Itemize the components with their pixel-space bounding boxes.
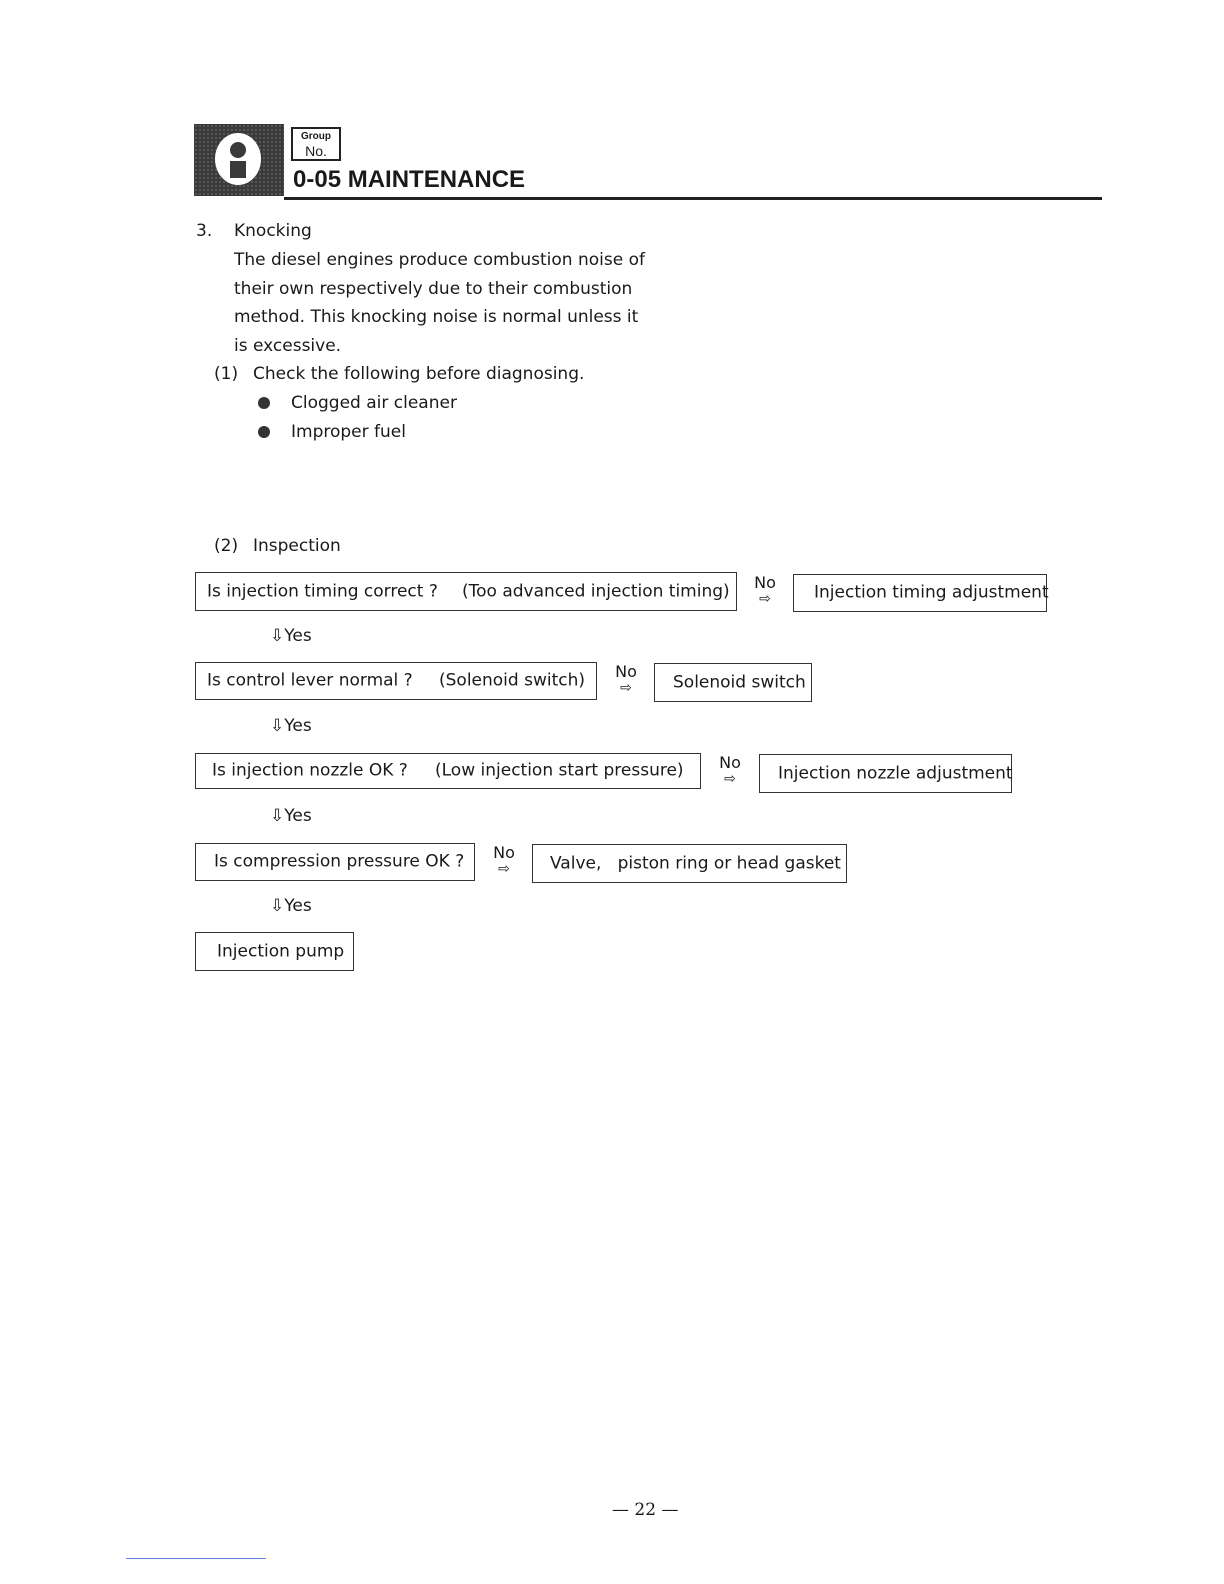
inspection-text: Inspection — [253, 536, 341, 556]
yes-label: Yes — [284, 806, 312, 826]
flow-question: Is control lever normal ? — [207, 670, 413, 691]
no-label: No — [493, 843, 515, 862]
flow-final-box — [195, 932, 354, 971]
no-branch — [491, 845, 517, 876]
paragraph-line: their own respectively due to their combustion — [234, 279, 633, 299]
check-number: (1) — [214, 364, 239, 384]
page-number: — 22 — — [612, 1500, 679, 1520]
yes-label: Yes — [284, 626, 312, 646]
info-icon — [194, 124, 284, 196]
yes-branch — [270, 896, 312, 916]
flow-question: Is injection timing correct ? — [207, 581, 438, 601]
flow-action: Valve, piston ring or head gasket — [550, 853, 841, 873]
flow-note: (Low injection start pressure) — [435, 760, 684, 781]
flow-action: Solenoid switch — [673, 672, 806, 692]
right-arrow-icon: ⇨ — [498, 861, 510, 877]
page-title: 0-05 MAINTENANCE — [293, 166, 526, 193]
no-label: No — [754, 573, 776, 592]
flow-final: Injection pump — [217, 941, 345, 961]
paragraph-line: The diesel engines produce combustion noise of — [234, 250, 645, 270]
check-item: Clogged air cleaner — [291, 393, 457, 413]
bullet-icon — [258, 426, 270, 438]
no-label: No — [719, 753, 741, 772]
yes-label: Yes — [284, 896, 312, 916]
yes-branch — [270, 716, 312, 736]
flow-question: Is injection nozzle OK ? — [212, 760, 408, 781]
group-label: Group — [301, 131, 331, 142]
check-item: Improper fuel — [291, 422, 406, 442]
no-branch — [717, 755, 743, 786]
down-arrow-icon: ⇩ — [270, 716, 285, 736]
flow-question-box — [195, 753, 701, 789]
no-branch — [613, 664, 639, 695]
flow-question-box — [195, 662, 597, 700]
flow-question: Is compression pressure OK ? — [214, 851, 465, 872]
header-rule — [284, 197, 1102, 200]
group-number-box — [291, 127, 341, 161]
down-arrow-icon: ⇩ — [270, 896, 285, 916]
section-heading: Knocking — [234, 221, 312, 241]
flow-action-box — [793, 574, 1047, 612]
flow-question-box — [195, 572, 737, 611]
flow-action-box — [759, 754, 1012, 793]
no-label: No. — [305, 143, 327, 159]
paragraph-line: method. This knocking noise is normal unless it — [234, 307, 639, 327]
flow-note: (Solenoid switch) — [439, 670, 586, 691]
no-branch — [752, 575, 778, 606]
down-arrow-icon: ⇩ — [270, 626, 285, 646]
flow-question-box — [195, 843, 475, 881]
check-text: Check the following before diagnosing. — [253, 364, 585, 384]
section-number: 3. — [196, 221, 213, 241]
paragraph-line: is excessive. — [234, 336, 342, 356]
footer-line — [126, 1558, 266, 1559]
yes-branch — [270, 806, 312, 826]
bullet-icon — [258, 397, 270, 409]
flow-note: (Too advanced injection timing) — [462, 581, 730, 601]
yes-branch — [270, 626, 312, 646]
flow-action-box — [532, 844, 847, 883]
inspection-number: (2) — [214, 536, 239, 556]
right-arrow-icon: ⇨ — [724, 771, 736, 787]
down-arrow-icon: ⇩ — [270, 806, 285, 826]
right-arrow-icon: ⇨ — [759, 591, 771, 607]
flow-action: Injection timing adjustment — [814, 582, 1049, 603]
no-label: No — [615, 662, 637, 681]
yes-label: Yes — [284, 716, 312, 736]
flow-action: Injection nozzle adjustment — [778, 763, 1013, 783]
flow-action-box — [654, 663, 812, 702]
right-arrow-icon: ⇨ — [620, 680, 632, 696]
